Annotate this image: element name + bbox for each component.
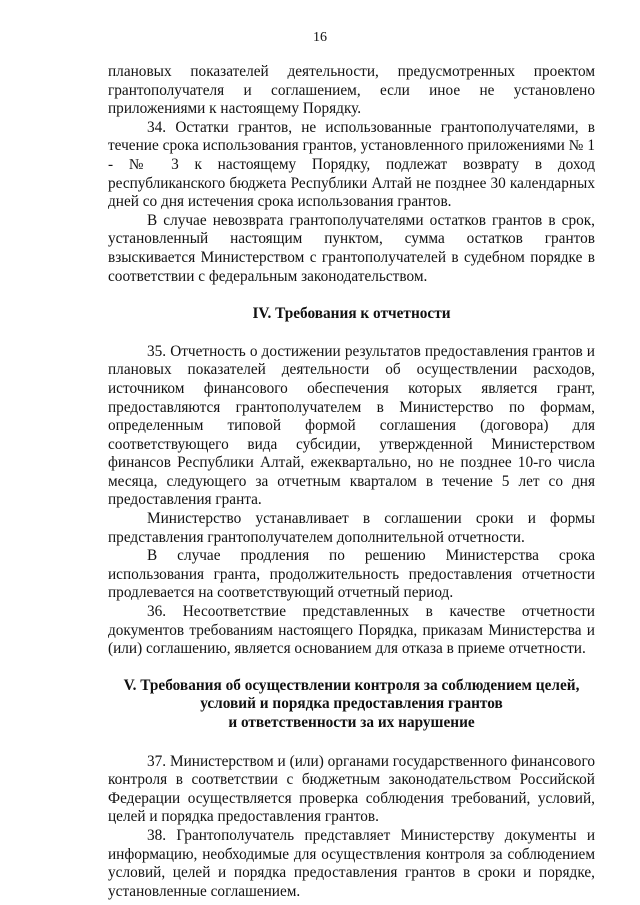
paragraph-37: 37. Министерством и (или) органами государственного финансового контроля в соответствии с бюджетным законодательством Российской Федерации осуществляется проверка соблюдения требований, условий, целей и порядка предоставления грантов. xyxy=(108,752,595,826)
paragraph-35: 35. Отчетность о достижении результатов предоставления грантов и плановых показателей деятельности об осуществлении расходов, источником финансового обеспечения которых является грант, предоставляются грантополучателем в Министерство по формам, определенным типовой формой соглашения (договора) для соответствующего вида субсидии, утвержденной Министерством финансов Республики Алтай, ежеквартально, но не позднее 10-го числа месяца, следующего за отчетным кварталом в течение 5 лет со дня предоставления гранта. xyxy=(108,342,595,509)
page-number: 16 xyxy=(313,30,327,45)
paragraph-35-extension: В случае продления по решению Министерства срока использования гранта, продолжительность предоставления отчетности продлевается на соответствующий отчетный период. xyxy=(108,547,595,602)
paragraph-continuation: плановых показателей деятельности, предусмотренных проектом грантополучателя и соглашением, если иное не установлено приложениями к настоящему Порядку. xyxy=(108,63,595,118)
section-v-heading xyxy=(108,677,595,733)
paragraph-35-additional-reporting: Министерство устанавливает в соглашении сроки и формы представления грантополучателем дополнительной отчетности. xyxy=(108,510,595,546)
paragraph-34-non-return: В случае невозврата грантополучателями остатков грантов в срок, установленный настоящим пунктом, сумма остатков грантов взыскивается Министерством с грантополучателей в судебном порядке в соответствии с федеральным законодательством. xyxy=(108,211,595,285)
section-v-heading-line: условий и порядка предоставления грантов xyxy=(200,695,503,713)
section-v-heading-line: и ответственности за их нарушение xyxy=(228,714,475,731)
paragraph-38: 38. Грантополучатель представляет Министерству документы и информацию, необходимые для осуществления контроля за соблюдением условий, целей и порядка предоставления грантов в сроки и порядке, установленные соглашением. xyxy=(108,826,595,900)
section-v-heading-line: V. Требования об осуществлении контроля за соблюдением целей, xyxy=(123,676,580,694)
paragraph-34: 34. Остатки грантов, не использованные грантополучателями, в течение срока использования грантов, установленного приложениями № 1 - № 3 к настоящему Порядку, подлежат возврату в доход республиканского бюджета Республики Алтай не позднее 30 календарных дней со дня истечения срока использования грантов. xyxy=(108,118,595,211)
document-body xyxy=(108,63,595,901)
paragraph-36: 36. Несоответствие представленных в качестве отчетности документов требованиям настоящего Порядка, приказам Министерства и (или) соглашению, является основанием для отказа в приеме отчетности. xyxy=(108,603,595,658)
section-iv-heading: IV. Требования к отчетности xyxy=(252,305,451,323)
